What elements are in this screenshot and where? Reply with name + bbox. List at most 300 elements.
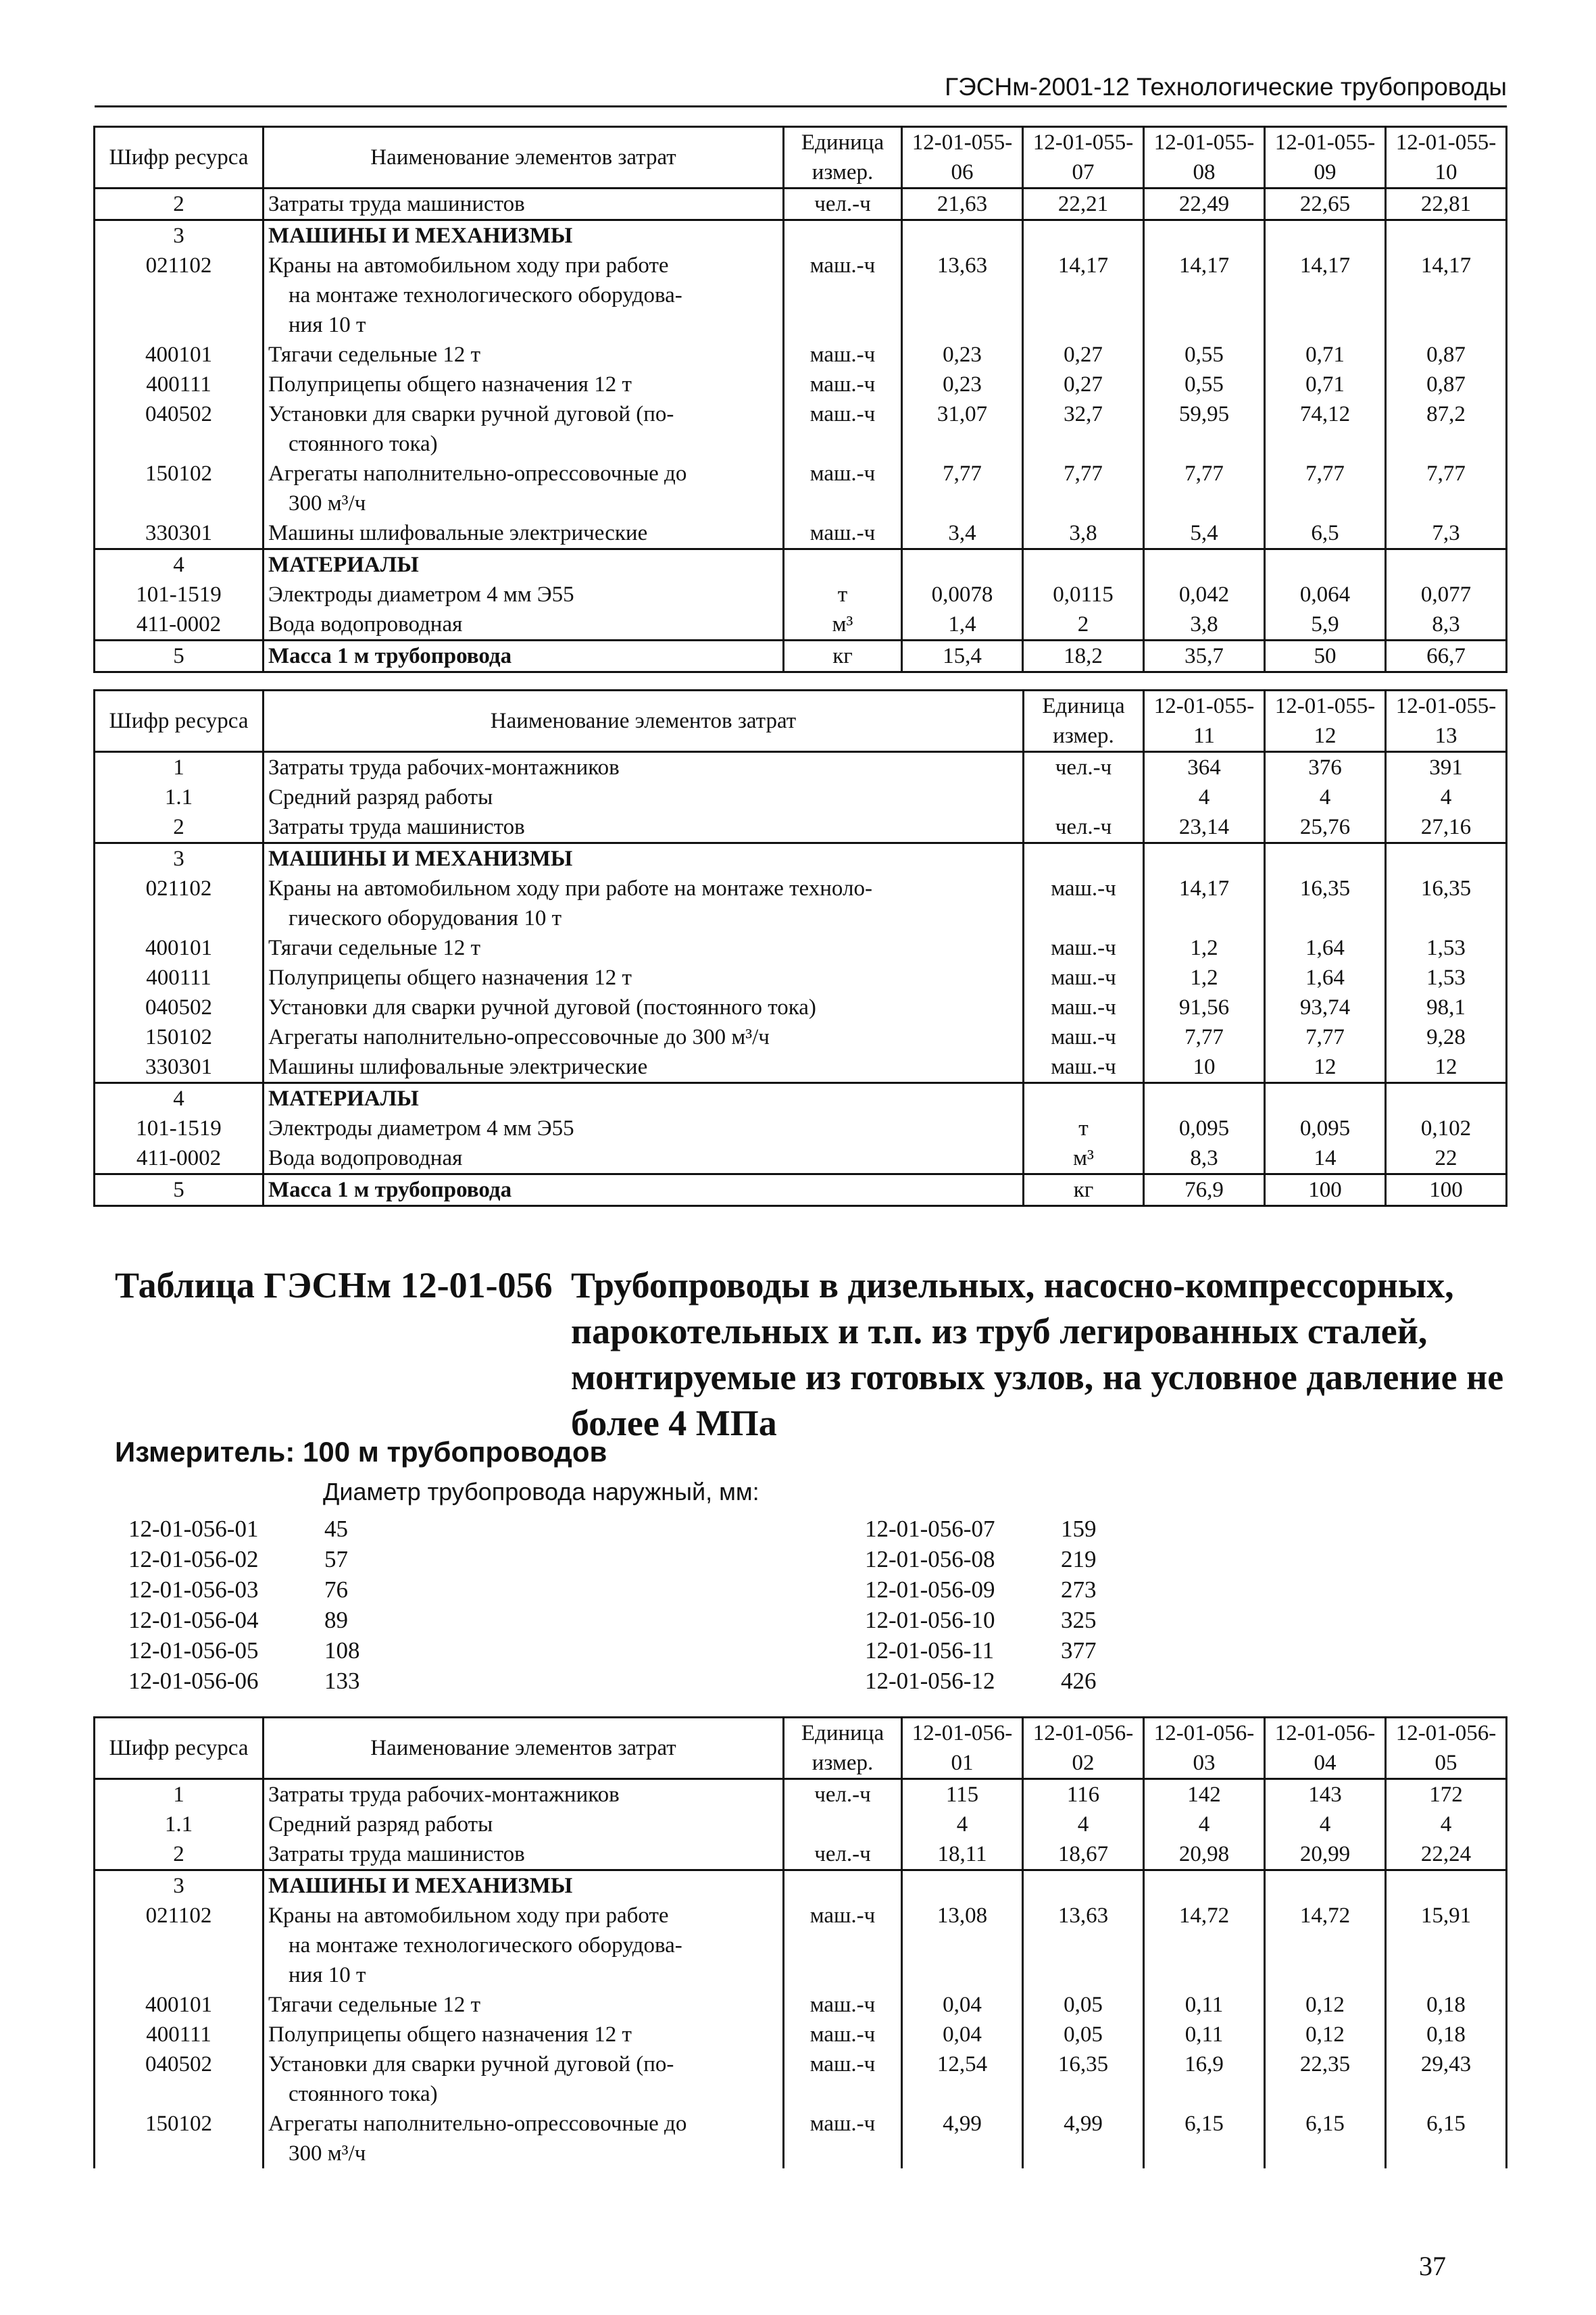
cell-value bbox=[1023, 549, 1144, 580]
cell-code: 150102 bbox=[95, 1022, 264, 1052]
cell-value bbox=[1265, 903, 1386, 933]
cell-value: 5,4 bbox=[1144, 518, 1265, 549]
cell-unit: маш.-ч bbox=[784, 399, 902, 429]
code-diameter: 57 bbox=[324, 1546, 348, 1572]
cell-name: Вода водопроводная bbox=[264, 1143, 1024, 1174]
table-caption-title: Трубопроводы в дизельных, насосно-компрессорных, парокотельных и т.п. из труб легированных сталей, монтируемые из готовых узлов, на условное давление не более 4 МПа bbox=[571, 1265, 1504, 1443]
table-row bbox=[95, 752, 1507, 783]
header-norm-code: 12-01-055-08 bbox=[1144, 127, 1265, 189]
cell-value bbox=[902, 1960, 1023, 1990]
cell-value: 0,87 bbox=[1386, 340, 1507, 370]
table-header-row bbox=[95, 127, 1507, 189]
cell-value: 0,23 bbox=[902, 370, 1023, 399]
cell-value bbox=[1144, 280, 1265, 310]
cell-value: 4,99 bbox=[1023, 2109, 1144, 2139]
table-header-row bbox=[95, 691, 1507, 752]
measure-unit: Измеритель: 100 м трубопроводов bbox=[115, 1436, 607, 1468]
cell-value bbox=[1144, 1960, 1265, 1990]
cell-value bbox=[1386, 549, 1507, 580]
cell-value bbox=[1144, 549, 1265, 580]
cell-value bbox=[1265, 489, 1386, 518]
table-section-row bbox=[95, 641, 1507, 672]
cell-value: 0,23 bbox=[902, 340, 1023, 370]
cell-unit: маш.-ч bbox=[1024, 993, 1144, 1022]
cell-value: 22,49 bbox=[1144, 189, 1265, 220]
cell-unit: маш.-ч bbox=[784, 2020, 902, 2049]
cell-value: 0,27 bbox=[1023, 370, 1144, 399]
cell-unit: маш.-ч bbox=[784, 370, 902, 399]
code-diameter: 377 bbox=[1061, 1637, 1097, 1664]
cell-value: 18,67 bbox=[1023, 1839, 1144, 1870]
cell-value bbox=[1265, 220, 1386, 251]
header-norm-code: 12-01-055-06 bbox=[902, 127, 1023, 189]
cell-value bbox=[1023, 489, 1144, 518]
header-unit: Единица измер. bbox=[784, 1718, 902, 1779]
cell-name: Агрегаты наполнительно-опрессовочные до bbox=[264, 2109, 784, 2139]
cell-value: 14,17 bbox=[1144, 874, 1265, 903]
cell-unit: маш.-ч bbox=[784, 2109, 902, 2139]
code-number: 12-01-056-12 bbox=[865, 1668, 995, 1694]
table-section-row bbox=[95, 1083, 1507, 1114]
header-unit: Единица измер. bbox=[784, 127, 902, 189]
cell-code: 2 bbox=[95, 189, 264, 220]
code-diameter: 219 bbox=[1061, 1546, 1097, 1572]
cell-value bbox=[1023, 1960, 1144, 1990]
cell-unit bbox=[784, 2079, 902, 2109]
cell-value bbox=[902, 429, 1023, 459]
cell-name: Установки для сварки ручной дуговой (по- bbox=[264, 399, 784, 429]
resource-table-055-b bbox=[93, 689, 1507, 1207]
code-entry bbox=[865, 1544, 1097, 1574]
cell-name: Тягачи седельные 12 т bbox=[264, 1990, 784, 2020]
cell-code bbox=[95, 903, 264, 933]
table-section-row bbox=[95, 220, 1507, 251]
code-diameter: 76 bbox=[324, 1576, 348, 1603]
cell-name: МАШИНЫ И МЕХАНИЗМЫ bbox=[264, 843, 1024, 874]
table-row bbox=[95, 370, 1507, 399]
header-name: Наименование элементов затрат bbox=[264, 691, 1024, 752]
table-row bbox=[95, 489, 1507, 518]
cell-value: 18,2 bbox=[1023, 641, 1144, 672]
cell-value: 1,2 bbox=[1144, 933, 1265, 963]
cell-name: Затраты труда рабочих-монтажников bbox=[264, 1779, 784, 1810]
cell-name: МАТЕРИАЛЫ bbox=[264, 549, 784, 580]
header-name: Наименование элементов затрат bbox=[264, 127, 784, 189]
cell-value bbox=[1265, 1960, 1386, 1990]
cell-code: 411-0002 bbox=[95, 1143, 264, 1174]
cell-unit: маш.-ч bbox=[784, 459, 902, 489]
cell-name: МАТЕРИАЛЫ bbox=[264, 1083, 1024, 1114]
cell-unit bbox=[1024, 782, 1144, 812]
cell-value: 0,18 bbox=[1386, 1990, 1507, 2020]
cell-value: 5,9 bbox=[1265, 609, 1386, 641]
cell-code bbox=[95, 489, 264, 518]
cell-value bbox=[1265, 2139, 1386, 2168]
cell-value: 27,16 bbox=[1386, 812, 1507, 843]
cell-value bbox=[1144, 1083, 1265, 1114]
header-norm-code: 12-01-055-07 bbox=[1023, 127, 1144, 189]
cell-value: 8,3 bbox=[1386, 609, 1507, 641]
cell-value: 87,2 bbox=[1386, 399, 1507, 429]
table-header-row bbox=[95, 1718, 1507, 1779]
code-entry bbox=[128, 1666, 360, 1696]
cell-name: Полуприцепы общего назначения 12 т bbox=[264, 2020, 784, 2049]
cell-value bbox=[902, 2139, 1023, 2168]
cell-code: 150102 bbox=[95, 2109, 264, 2139]
cell-value: 12 bbox=[1265, 1052, 1386, 1083]
cell-value: 364 bbox=[1144, 752, 1265, 783]
header-norm-code: 12-01-056-01 bbox=[902, 1718, 1023, 1779]
cell-value: 14,17 bbox=[1023, 251, 1144, 280]
cell-value: 93,74 bbox=[1265, 993, 1386, 1022]
cell-value: 13,63 bbox=[1023, 1901, 1144, 1931]
cell-value: 16,35 bbox=[1023, 2049, 1144, 2079]
cell-unit: чел.-ч bbox=[1024, 812, 1144, 843]
cell-code: 400111 bbox=[95, 2020, 264, 2049]
cell-name: Полуприцепы общего назначения 12 т bbox=[264, 370, 784, 399]
cell-unit: т bbox=[1024, 1114, 1144, 1143]
cell-value: 1,2 bbox=[1144, 963, 1265, 993]
table-row bbox=[95, 280, 1507, 310]
code-diameter: 133 bbox=[324, 1668, 360, 1694]
cell-unit: маш.-ч bbox=[1024, 933, 1144, 963]
code-entry bbox=[865, 1514, 1097, 1544]
cell-unit bbox=[784, 489, 902, 518]
cell-value: 22,24 bbox=[1386, 1839, 1507, 1870]
codes-list-left bbox=[128, 1514, 360, 1696]
cell-value bbox=[1265, 429, 1386, 459]
cell-value: 0,71 bbox=[1265, 370, 1386, 399]
code-entry bbox=[128, 1605, 360, 1635]
cell-value bbox=[1265, 280, 1386, 310]
table-row bbox=[95, 2020, 1507, 2049]
header-name: Наименование элементов затрат bbox=[264, 1718, 784, 1779]
cell-name: Тягачи седельные 12 т bbox=[264, 933, 1024, 963]
cell-value bbox=[1265, 310, 1386, 340]
cell-unit bbox=[1024, 1083, 1144, 1114]
cell-code: 400101 bbox=[95, 340, 264, 370]
cell-code: 411-0002 bbox=[95, 609, 264, 641]
cell-code: 150102 bbox=[95, 459, 264, 489]
cell-unit: маш.-ч bbox=[1024, 874, 1144, 903]
cell-name: Масса 1 м трубопровода bbox=[264, 1174, 1024, 1206]
cell-value: 0,077 bbox=[1386, 580, 1507, 609]
cell-value: 391 bbox=[1386, 752, 1507, 783]
table-row bbox=[95, 1022, 1507, 1052]
cell-value: 2 bbox=[1023, 609, 1144, 641]
cell-code bbox=[95, 280, 264, 310]
cell-value bbox=[1023, 2139, 1144, 2168]
cell-value: 0,0078 bbox=[902, 580, 1023, 609]
cell-value: 74,12 bbox=[1265, 399, 1386, 429]
code-diameter: 159 bbox=[1061, 1516, 1097, 1542]
cell-value: 0,05 bbox=[1023, 1990, 1144, 2020]
cell-unit: маш.-ч bbox=[784, 1901, 902, 1931]
cell-value bbox=[1386, 280, 1507, 310]
cell-code: 1.1 bbox=[95, 1810, 264, 1839]
code-diameter: 273 bbox=[1061, 1576, 1097, 1603]
code-diameter: 426 bbox=[1061, 1668, 1097, 1694]
code-number: 12-01-056-04 bbox=[128, 1607, 259, 1633]
cell-value: 115 bbox=[902, 1779, 1023, 1810]
code-number: 12-01-056-03 bbox=[128, 1576, 259, 1603]
cell-value: 98,1 bbox=[1386, 993, 1507, 1022]
cell-unit: маш.-ч bbox=[784, 251, 902, 280]
table-row bbox=[95, 1052, 1507, 1083]
cell-name: Средний разряд работы bbox=[264, 782, 1024, 812]
cell-unit: чел.-ч bbox=[784, 1779, 902, 1810]
cell-value bbox=[1023, 2079, 1144, 2109]
cell-value bbox=[1265, 2079, 1386, 2109]
cell-value: 116 bbox=[1023, 1779, 1144, 1810]
table-row bbox=[95, 1143, 1507, 1174]
cell-value bbox=[1386, 429, 1507, 459]
header-code: Шифр ресурса bbox=[95, 1718, 264, 1779]
cell-value bbox=[1023, 1931, 1144, 1960]
table-section-row bbox=[95, 843, 1507, 874]
cell-value: 20,98 bbox=[1144, 1839, 1265, 1870]
cell-code bbox=[95, 1931, 264, 1960]
table-row bbox=[95, 459, 1507, 489]
table-row bbox=[95, 189, 1507, 220]
cell-code: 1 bbox=[95, 752, 264, 783]
cell-value bbox=[1023, 429, 1144, 459]
cell-code: 400101 bbox=[95, 1990, 264, 2020]
table-row bbox=[95, 310, 1507, 340]
running-header bbox=[95, 68, 1507, 107]
cell-name: Затраты труда рабочих-монтажников bbox=[264, 752, 1024, 783]
table-row bbox=[95, 1931, 1507, 1960]
cell-value bbox=[1386, 489, 1507, 518]
cell-value: 6,5 bbox=[1265, 518, 1386, 549]
cell-code: 3 bbox=[95, 843, 264, 874]
cell-unit: маш.-ч bbox=[784, 518, 902, 549]
code-entry bbox=[128, 1514, 360, 1544]
cell-value: 16,35 bbox=[1386, 874, 1507, 903]
cell-name: ния 10 т bbox=[264, 1960, 784, 1990]
table-row bbox=[95, 251, 1507, 280]
cell-value bbox=[902, 220, 1023, 251]
cell-value: 0,064 bbox=[1265, 580, 1386, 609]
table-row bbox=[95, 933, 1507, 963]
cell-value bbox=[1386, 903, 1507, 933]
cell-value: 1,53 bbox=[1386, 933, 1507, 963]
cell-code: 5 bbox=[95, 641, 264, 672]
code-number: 12-01-056-02 bbox=[128, 1546, 259, 1572]
header-norm-code: 12-01-056-03 bbox=[1144, 1718, 1265, 1779]
page-number: 37 bbox=[1419, 2251, 1446, 2281]
cell-value: 100 bbox=[1265, 1174, 1386, 1206]
cell-name: 300 м³/ч bbox=[264, 489, 784, 518]
table-row bbox=[95, 874, 1507, 903]
cell-value: 0,04 bbox=[902, 2020, 1023, 2049]
cell-code: 3 bbox=[95, 1870, 264, 1901]
cell-name: Затраты труда машинистов bbox=[264, 812, 1024, 843]
cell-value: 4 bbox=[1386, 1810, 1507, 1839]
cell-value bbox=[1023, 1870, 1144, 1901]
cell-code: 2 bbox=[95, 1839, 264, 1870]
cell-unit: м³ bbox=[1024, 1143, 1144, 1174]
cell-value: 0,042 bbox=[1144, 580, 1265, 609]
cell-name: Краны на автомобильном ходу при работе bbox=[264, 251, 784, 280]
table-row bbox=[95, 1114, 1507, 1143]
cell-value: 22,65 bbox=[1265, 189, 1386, 220]
code-number: 12-01-056-05 bbox=[128, 1637, 259, 1664]
cell-value: 3,8 bbox=[1144, 609, 1265, 641]
table-row bbox=[95, 2049, 1507, 2079]
cell-unit: маш.-ч bbox=[1024, 1052, 1144, 1083]
cell-unit bbox=[1024, 843, 1144, 874]
cell-value: 50 bbox=[1265, 641, 1386, 672]
cell-value: 14,17 bbox=[1265, 251, 1386, 280]
code-number: 12-01-056-06 bbox=[128, 1668, 259, 1694]
cell-unit: кг bbox=[784, 641, 902, 672]
cell-value: 14,17 bbox=[1386, 251, 1507, 280]
cell-value: 32,7 bbox=[1023, 399, 1144, 429]
cell-value: 22,35 bbox=[1265, 2049, 1386, 2079]
cell-value: 1,64 bbox=[1265, 963, 1386, 993]
cell-unit: чел.-ч bbox=[784, 1839, 902, 1870]
cell-value: 10 bbox=[1144, 1052, 1265, 1083]
cell-value: 8,3 bbox=[1144, 1143, 1265, 1174]
cell-value: 4 bbox=[1023, 1810, 1144, 1839]
cell-value: 12 bbox=[1386, 1052, 1507, 1083]
cell-value bbox=[1386, 1083, 1507, 1114]
cell-value bbox=[1386, 310, 1507, 340]
table-row bbox=[95, 340, 1507, 370]
cell-name: Затраты труда машинистов bbox=[264, 1839, 784, 1870]
cell-code: 400111 bbox=[95, 963, 264, 993]
cell-value: 20,99 bbox=[1265, 1839, 1386, 1870]
cell-value bbox=[1144, 220, 1265, 251]
code-number: 12-01-056-11 bbox=[865, 1637, 995, 1664]
table-section-row bbox=[95, 1174, 1507, 1206]
cell-code: 1.1 bbox=[95, 782, 264, 812]
cell-value bbox=[902, 1870, 1023, 1901]
cell-code: 2 bbox=[95, 812, 264, 843]
cell-value: 0,04 bbox=[902, 1990, 1023, 2020]
code-number: 12-01-056-01 bbox=[128, 1516, 259, 1542]
cell-value: 1,64 bbox=[1265, 933, 1386, 963]
cell-value: 172 bbox=[1386, 1779, 1507, 1810]
cell-value: 16,35 bbox=[1265, 874, 1386, 903]
table-row bbox=[95, 1901, 1507, 1931]
table-row bbox=[95, 993, 1507, 1022]
cell-name: Тягачи седельные 12 т bbox=[264, 340, 784, 370]
cell-value: 6,15 bbox=[1144, 2109, 1265, 2139]
cell-code: 101-1519 bbox=[95, 1114, 264, 1143]
cell-value: 4 bbox=[1265, 1810, 1386, 1839]
cell-value bbox=[1144, 310, 1265, 340]
cell-code: 330301 bbox=[95, 518, 264, 549]
table-row bbox=[95, 399, 1507, 429]
cell-value bbox=[1144, 2139, 1265, 2168]
cell-value: 15,4 bbox=[902, 641, 1023, 672]
cell-value: 0,102 bbox=[1386, 1114, 1507, 1143]
cell-value: 0,55 bbox=[1144, 370, 1265, 399]
code-diameter: 45 bbox=[324, 1516, 348, 1542]
cell-unit: маш.-ч bbox=[1024, 1022, 1144, 1052]
cell-unit bbox=[784, 429, 902, 459]
cell-value: 1,53 bbox=[1386, 963, 1507, 993]
cell-code bbox=[95, 2079, 264, 2109]
cell-code: 021102 bbox=[95, 1901, 264, 1931]
running-header-title: ГЭСНм-2001-12 Технологические трубопроводы bbox=[945, 73, 1507, 101]
cell-value: 0,12 bbox=[1265, 2020, 1386, 2049]
cell-unit: т bbox=[784, 580, 902, 609]
cell-unit: маш.-ч bbox=[784, 1990, 902, 2020]
cell-unit bbox=[784, 1870, 902, 1901]
table-row bbox=[95, 1779, 1507, 1810]
cell-value bbox=[902, 1931, 1023, 1960]
cell-value: 4 bbox=[1265, 782, 1386, 812]
cell-value bbox=[1144, 903, 1265, 933]
cell-code: 021102 bbox=[95, 874, 264, 903]
table-row bbox=[95, 1810, 1507, 1839]
cell-unit bbox=[784, 310, 902, 340]
cell-code: 040502 bbox=[95, 399, 264, 429]
cell-value bbox=[1386, 1960, 1507, 1990]
table-row bbox=[95, 1839, 1507, 1870]
table-row bbox=[95, 2109, 1507, 2139]
cell-value bbox=[1386, 2139, 1507, 2168]
cell-value bbox=[1144, 1931, 1265, 1960]
cell-value: 0,18 bbox=[1386, 2020, 1507, 2049]
cell-value: 4 bbox=[1144, 782, 1265, 812]
cell-name: Установки для сварки ручной дуговой (по- bbox=[264, 2049, 784, 2079]
cell-value: 31,07 bbox=[902, 399, 1023, 429]
table-caption-label: Таблица ГЭСНм 12-01-056 bbox=[115, 1265, 553, 1305]
code-number: 12-01-056-08 bbox=[865, 1546, 995, 1572]
code-diameter: 108 bbox=[324, 1637, 360, 1664]
cell-code: 1 bbox=[95, 1779, 264, 1810]
cell-value bbox=[1023, 280, 1144, 310]
cell-value bbox=[1386, 843, 1507, 874]
cell-value: 13,08 bbox=[902, 1901, 1023, 1931]
cell-value: 0,87 bbox=[1386, 370, 1507, 399]
cell-value: 3,4 bbox=[902, 518, 1023, 549]
cell-code: 3 bbox=[95, 220, 264, 251]
cell-name: Полуприцепы общего назначения 12 т bbox=[264, 963, 1024, 993]
cell-name: Электроды диаметром 4 мм Э55 bbox=[264, 580, 784, 609]
cell-value: 23,14 bbox=[1144, 812, 1265, 843]
code-entry bbox=[128, 1544, 360, 1574]
cell-value: 66,7 bbox=[1386, 641, 1507, 672]
cell-value: 4 bbox=[902, 1810, 1023, 1839]
header-norm-code: 12-01-055-11 bbox=[1144, 691, 1265, 752]
cell-name: Средний разряд работы bbox=[264, 1810, 784, 1839]
cell-value bbox=[1023, 220, 1144, 251]
cell-name: Масса 1 м трубопровода bbox=[264, 641, 784, 672]
cell-value: 59,95 bbox=[1144, 399, 1265, 429]
cell-value: 4,99 bbox=[902, 2109, 1023, 2139]
cell-value: 0,05 bbox=[1023, 2020, 1144, 2049]
cell-value: 7,77 bbox=[902, 459, 1023, 489]
cell-value: 0,55 bbox=[1144, 340, 1265, 370]
cell-unit: маш.-ч bbox=[784, 2049, 902, 2079]
cell-value: 0,12 bbox=[1265, 1990, 1386, 2020]
cell-value bbox=[1386, 1931, 1507, 1960]
cell-value: 0,71 bbox=[1265, 340, 1386, 370]
cell-value: 14,17 bbox=[1144, 251, 1265, 280]
cell-code: 040502 bbox=[95, 993, 264, 1022]
table-row bbox=[95, 903, 1507, 933]
code-diameter: 89 bbox=[324, 1607, 348, 1633]
cell-value bbox=[1023, 310, 1144, 340]
table-row bbox=[95, 609, 1507, 641]
cell-unit: кг bbox=[1024, 1174, 1144, 1206]
cell-value bbox=[1144, 2079, 1265, 2109]
